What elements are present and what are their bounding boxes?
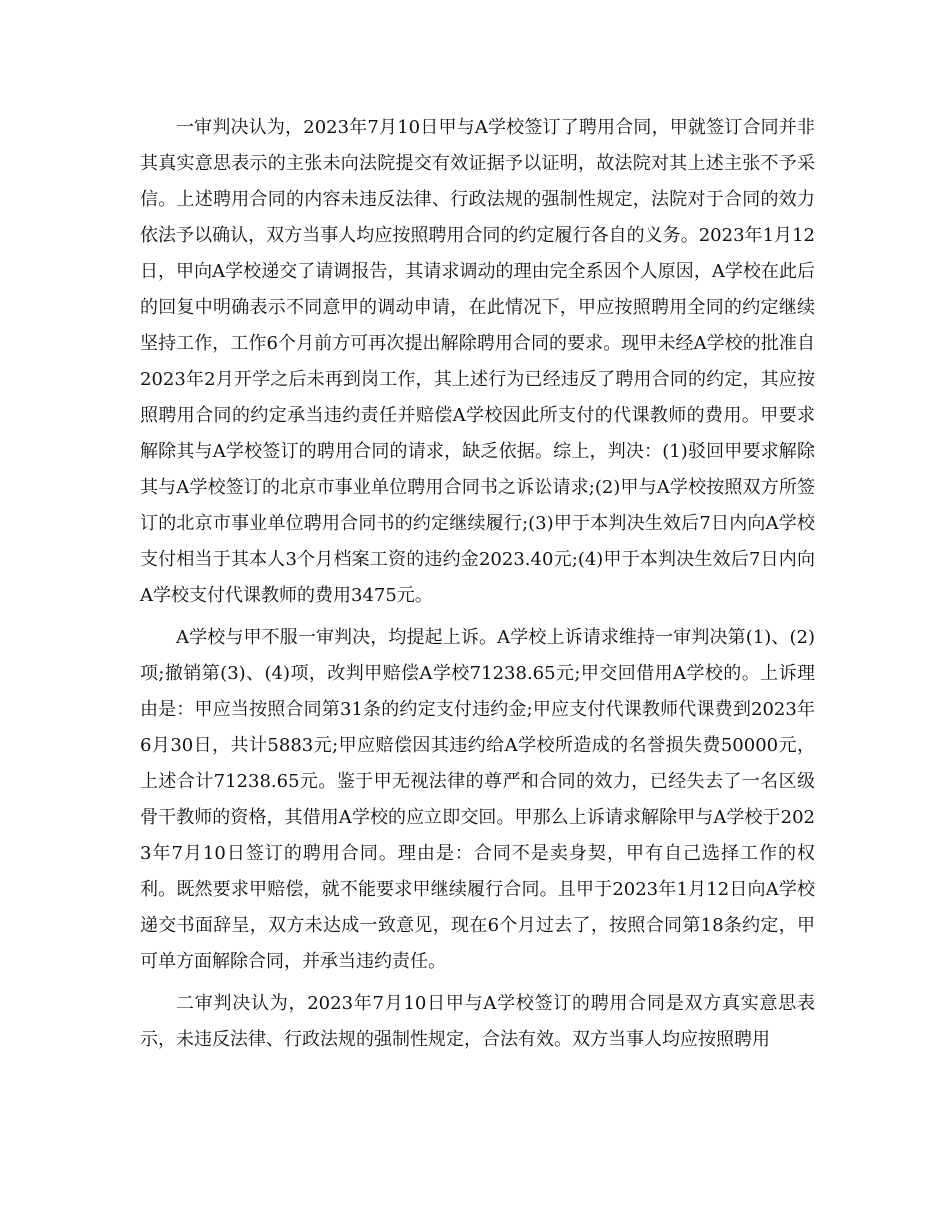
document-body <box>140 110 815 1064</box>
paragraph-second-instance-judgment: 二审判决认为，2023年7月10日甲与A学校签订的聘用合同是双方真实意思表示，未违反法律、行政法规的强制性规定，合法有效。双方当事人均应按照聘用 <box>140 993 815 1050</box>
paragraph-appeals: A学校与甲不服一审判决，均提起上诉。A学校上诉请求维持一审判决第(1)、(2)项;撤销第(3)、(4)项，改判甲赔偿A学校71238.65元;甲交回借用A学校的。上诉理由是：甲应当按照合同第31条的约定支付违约金;甲应支付代课教师代课费到2023年6月30日，共计5883元;甲应赔偿因其违约给A学校所造成的名誉损失费50000元，上述合计71238.65元。鉴于甲无视法律的尊严和合同的效力，已经失去了一名区级骨干教师的资格，其借用A学校的应立即交回。甲那么上诉请求解除甲与A学校于2023年7月10日签订的聘用合同。理由是：合同不是卖身契，甲有自己选择工作的权利。既然要求甲赔偿，就不能要求甲继续履行合同。且甲于2023年1月12日向A学校递交书面辞呈，双方未达成一致意见，现在6个月过去了，按照合同第18条约定，甲可单方面解除合同，并承当违约责任。 <box>140 627 815 972</box>
paragraph-first-instance-judgment: 一审判决认为，2023年7月10日甲与A学校签订了聘用合同，甲就签订合同并非其真实意思表示的主张未向法院提交有效证据予以证明，故法院对其上述主张不予采信。上述聘用合同的内容未违反法律、行政法规的强制性规定，法院对于合同的效力依法予以确认，双方当事人均应按照聘用合同的约定履行各自的义务。2023年1月12日，甲向A学校递交了请调报告，其请求调动的理由完全系因个人原因，A学校在此后的回复中明确表示不同意甲的调动申请，在此情况下，甲应按照聘用全同的约定继续坚持工作，工作6个月前方可再次提出解除聘用合同的要求。现甲未经A学校的批准自2023年2月开学之后未再到岗工作，其上述行为已经违反了聘用合同的约定，其应按照聘用合同的约定承当违约责任并赔偿A学校因此所支付的代课教师的费用。甲要求解除其与A学校签订的聘用合同的请求，缺乏依据。综上，判决：(1)驳回甲要求解除其与A学校签订的北京市事业单位聘用合同书之诉讼请求;(2)甲与A学校按照双方所签订的北京市事业单位聘用合同书的约定继续履行;(3)甲于本判决生效后7日内向A学校支付相当于其本人3个月档案工资的违约金2023.40元;(4)甲于本判决生效后7日内向A学校支付代课教师的费用3475元。 <box>140 117 815 606</box>
